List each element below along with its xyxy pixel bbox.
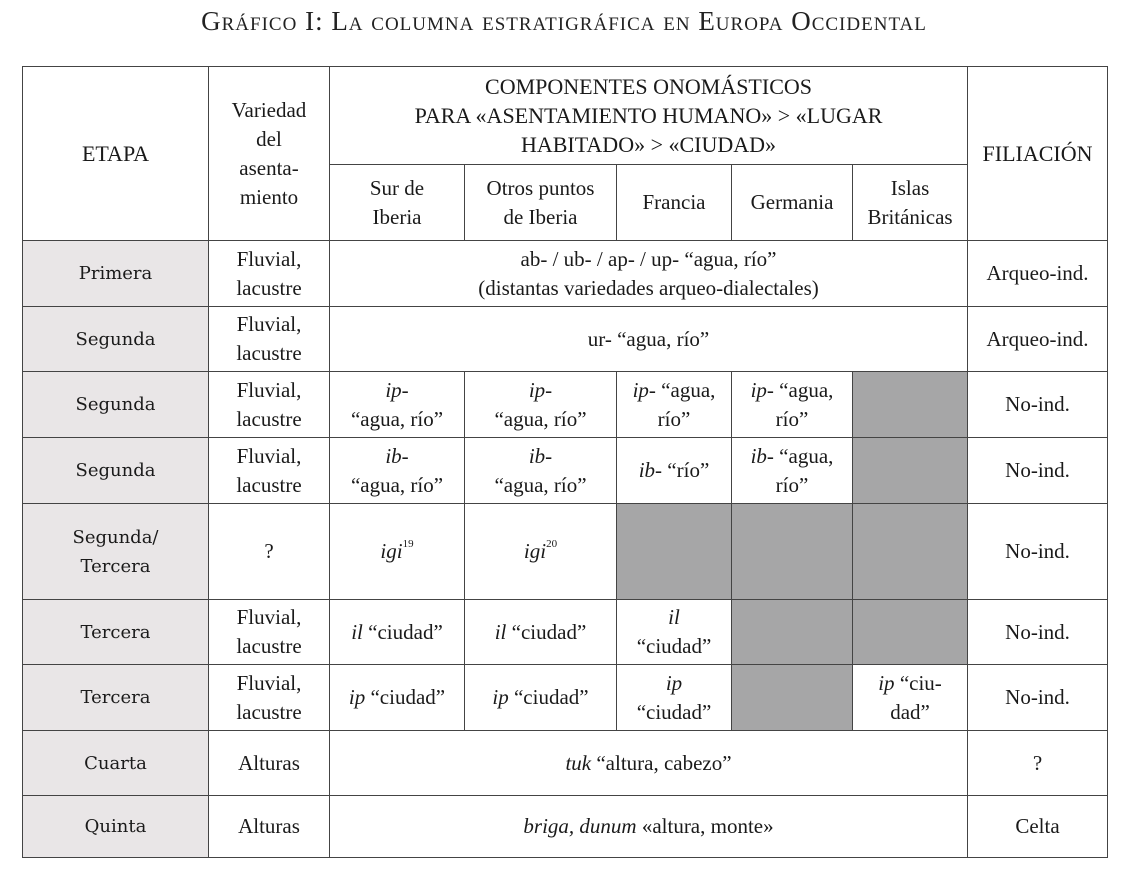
cell-otros-iberia [465,665,617,731]
cell-francia [617,665,732,731]
subheader-line: Iberia [372,204,422,229]
filiation-cell: ? [968,731,1108,796]
gloss: dad” [890,699,930,724]
stage-cell [23,504,209,600]
component-span-cell [330,731,968,796]
variety-line: Fluvial, [236,443,302,468]
cell-sur-iberia [330,600,465,665]
italic-form: igi [523,539,547,563]
gloss: río” [775,406,809,431]
table-row [23,796,1108,858]
gloss: río” [775,472,809,497]
subheader-line: Islas [890,175,930,200]
cell-otros-iberia [465,438,617,504]
italic-form: ip- [528,377,553,402]
gloss: “agua, río” [494,406,587,431]
cell-sur-iberia [330,504,465,600]
gloss: “ciudad” [365,685,446,709]
variety-cell [209,372,330,438]
subheader-otros-iberia [465,165,617,241]
header-variedad [209,67,330,241]
gloss: “agua, río” [350,406,444,431]
italic-form: tuk [565,750,592,775]
gloss: “ciu- [894,670,942,695]
table-row [23,731,1108,796]
gloss: «altura, monte» [636,814,774,838]
stage-line: Segunda/ [72,526,159,548]
gloss: “ciudad” [508,685,589,709]
table-row [23,372,1108,438]
stage-cell: Quinta [23,796,209,858]
subheader-germania: Germania [732,165,853,241]
stage-cell: Cuarta [23,731,209,796]
table-row [23,600,1108,665]
component-span-cell [330,796,968,858]
cell-germania [732,372,853,438]
cell-francia [617,600,732,665]
variety-cell: Alturas [209,796,330,858]
stratigraphic-table [22,66,1108,858]
gloss: “agua, río” [350,472,444,497]
empty-cell-islas [853,504,968,600]
variety-line: lacustre [236,275,302,300]
variety-line: lacustre [236,634,302,658]
footnote-ref: 19 [402,538,414,550]
header-componentes [330,67,968,165]
header-variedad-line: del [256,126,282,151]
empty-cell-germania [732,504,853,600]
gloss: “agua, [773,443,834,468]
variety-cell: ? [209,504,330,600]
stage-cell: Primera [23,241,209,307]
component-line: ab- / ub- / ap- / up- “agua, río” [520,246,777,271]
cell-sur-iberia [330,665,465,731]
stage-cell: Segunda [23,372,209,438]
variety-line: Fluvial, [236,312,302,336]
cell-otros-iberia [465,372,617,438]
gloss: “altura, cabezo” [591,750,732,775]
stage-line: Tercera [80,555,151,577]
gloss: río” [657,406,691,431]
subheader-line: Británicas [867,204,953,229]
italic-form: ip- [385,377,409,402]
filiation-cell: No-ind. [968,438,1108,504]
table-row [23,504,1108,600]
variety-cell [209,241,330,307]
variety-line: Fluvial, [236,605,302,629]
gloss: “río” [662,458,710,482]
stage-cell: Segunda [23,438,209,504]
component-span-cell: ur- “agua, río” [330,307,968,372]
header-variedad-line: miento [239,184,299,209]
empty-cell-francia [617,504,732,600]
variety-line: Fluvial, [236,246,302,271]
table-row [23,307,1108,372]
subheader-line: Sur de [369,175,425,200]
cell-sur-iberia [330,438,465,504]
variety-line: lacustre [236,341,302,365]
component-line: (distantas variedades arqueo-dialectales) [478,275,819,300]
italic-form: ip [878,670,895,695]
italic-form: ip [348,685,366,709]
table-row [23,665,1108,731]
header-variedad-line: asenta- [239,155,299,180]
gloss: “ciudad” [362,619,443,644]
variety-line: lacustre [236,472,302,497]
filiation-cell: Celta [968,796,1108,858]
italic-form: ib- [750,443,774,468]
header-componentes-line: COMPONENTES ONOMÁSTICOS [485,74,812,99]
italic-form: ip [665,670,683,695]
cell-germania [732,438,853,504]
filiation-cell: No-ind. [968,372,1108,438]
header-componentes-line: PARA «ASENTAMIENTO HUMANO» > «LUGAR [414,103,883,128]
filiation-cell: No-ind. [968,665,1108,731]
filiation-cell: No-ind. [968,504,1108,600]
table-row [23,241,1108,307]
gloss: “ciudad” [506,619,587,644]
cell-otros-iberia [465,504,617,600]
italic-form: ib- [528,443,553,468]
subheader-francia: Francia [617,165,732,241]
italic-form: il [494,619,507,644]
variety-line: lacustre [236,699,302,724]
cell-francia [617,438,732,504]
italic-form: ib- [385,443,409,468]
empty-cell-islas [853,600,968,665]
cell-francia [617,372,732,438]
filiation-cell: Arqueo-ind. [968,241,1108,307]
table-row [23,438,1108,504]
variety-line: Fluvial, [236,377,302,402]
italic-form: ip- [632,377,656,402]
gloss: “agua, [773,377,834,402]
cell-otros-iberia [465,600,617,665]
footnote-ref: 20 [546,538,558,550]
variety-cell: Alturas [209,731,330,796]
variety-cell [209,438,330,504]
component-span-cell [330,241,968,307]
gloss: “ciudad” [636,699,712,724]
stage-cell: Tercera [23,600,209,665]
header-filiacion: FILIACIÓN [968,67,1108,241]
subheader-sur-iberia [330,165,465,241]
header-variedad-line: Variedad [231,97,307,122]
italic-form: ip [492,685,509,709]
gloss: “agua, río” [494,472,587,497]
empty-cell-islas [853,438,968,504]
gloss: “agua, [655,377,716,402]
italic-form: ip- [750,377,774,402]
empty-cell-germania [732,600,853,665]
stage-cell: Tercera [23,665,209,731]
variety-line: lacustre [236,406,302,431]
empty-cell-islas [853,372,968,438]
cell-sur-iberia [330,372,465,438]
filiation-cell: No-ind. [968,600,1108,665]
empty-cell-germania [732,665,853,731]
italic-form: ib- [638,458,663,482]
subheader-islas-britanicas [853,165,968,241]
subheader-line: de Iberia [503,204,578,229]
variety-cell [209,665,330,731]
italic-form: briga, dunum [523,814,637,838]
header-componentes-line: HABITADO» > «CIUDAD» [520,132,777,157]
gloss: “ciudad” [636,634,712,658]
filiation-cell: Arqueo-ind. [968,307,1108,372]
variety-cell [209,600,330,665]
italic-form: il [668,605,680,629]
stage-cell: Segunda [23,307,209,372]
subheader-line: Otros puntos [486,175,595,200]
variety-cell [209,307,330,372]
italic-form: il [351,619,363,644]
italic-form: igi [380,539,403,563]
header-etapa: ETAPA [23,67,209,241]
cell-islas-britanicas [853,665,968,731]
variety-line: Fluvial, [236,670,302,695]
figure-title: Gráfico I: La columna estratigráfica en Europa Occidental [201,6,927,36]
header-row [23,67,1108,165]
